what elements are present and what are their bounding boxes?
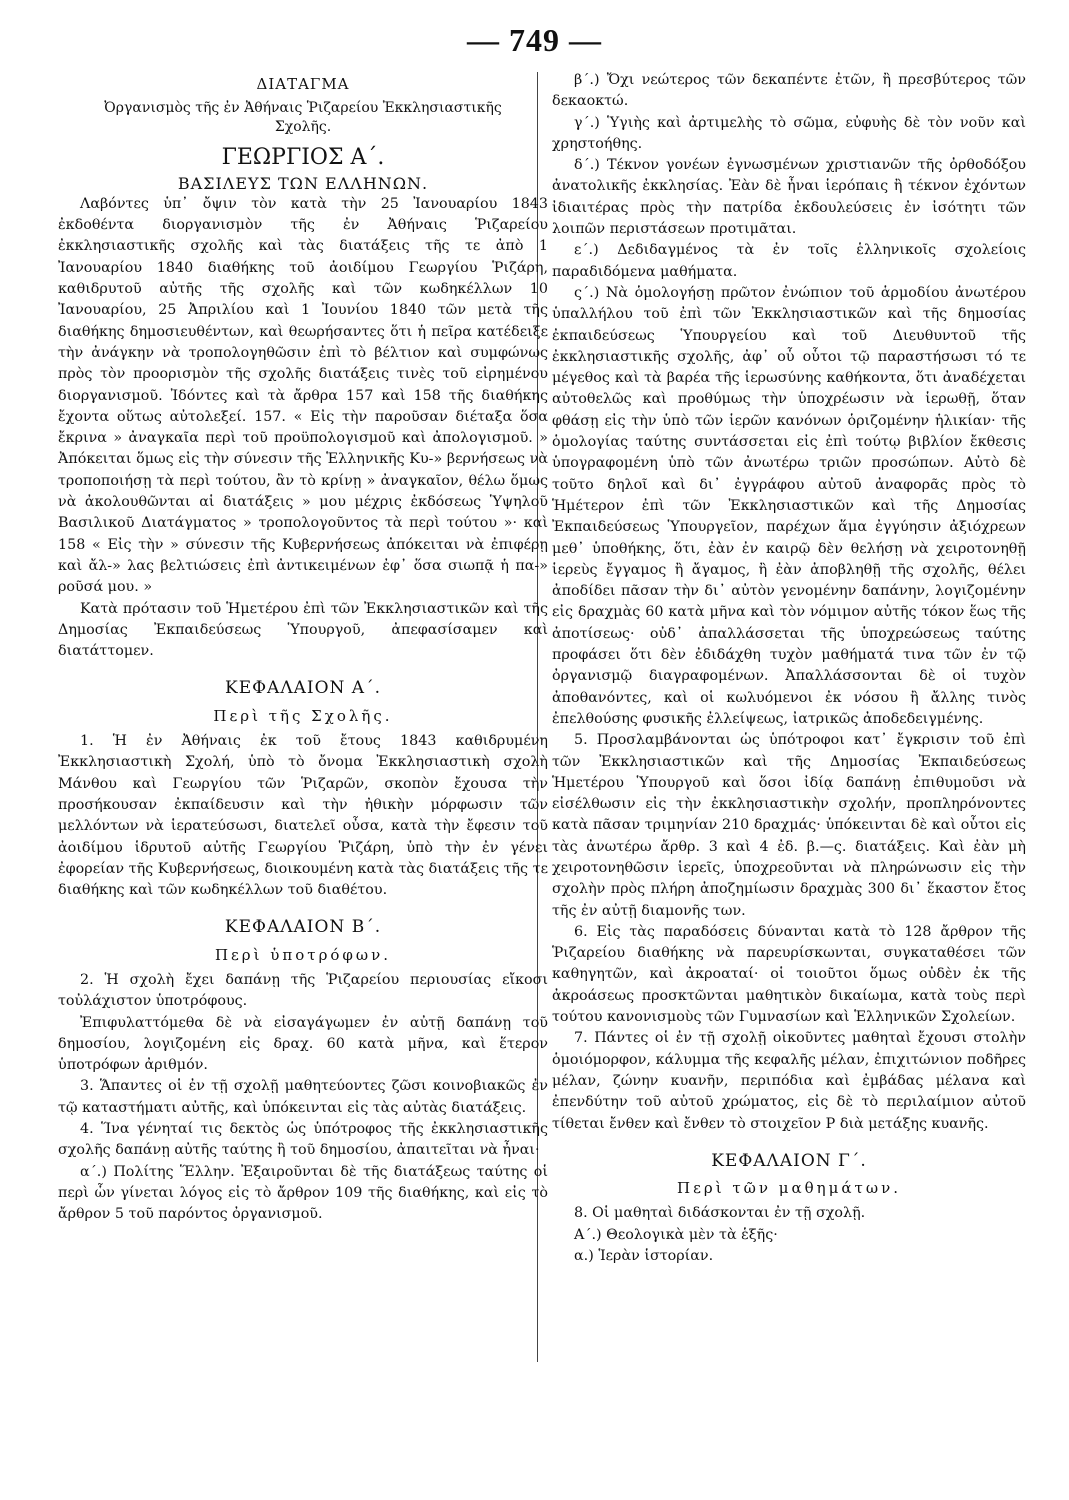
decree-title: ΔΙΑΤΑΓΜΑ: [256, 75, 350, 93]
article-4-item-d: δ΄.) Τέκνον γονέων ἐγνωσμένων χριστιανῶν τῆς ὀρθοδόξου ἀνατολικῆς ἐκκλησίας. Ἐὰν δὲ ἦναι ἱερόπαις ἢ τέκνον ἐχόντων ἰδιαιτέρας πρὸς τὴν πατρίδα ἐκδουλεύσεις ἐν ἰσότητι τῶν λοιπῶν περιστάσεων προτιμᾶται.: [552, 157, 1026, 238]
chapter-c-subheading: Περὶ τῶν μαθημάτων.: [677, 1179, 901, 1198]
chapter-b-subheading: Περὶ ὑποτρόφων.: [214, 945, 392, 964]
article-7: 7. Πάντες οἱ ἐν τῇ σχολῇ οἰκοῦντες μαθηταὶ ἔχουσι στολὴν ὁμοιόμορφον, κάλυμμα τῆς κεφαλῆς μέλαν, ἐπιχιτώνιον ποδῆρες μέλαν, ζώνην κυανῆν, περιπόδια καὶ ἐμβάδας μέλανα καὶ ἐπενδύτην τοῦ αὐτοῦ χρώματος, εἰς δὲ τὸ περιλαίμιον αὐτοῦ τίθεται ἔνθεν καὶ ἔνθεν τὸ στοιχεῖον Ρ διὰ μετάξης κυανῆς.: [552, 1030, 1026, 1132]
article-5: 5. Προσλαμβάνονται ὡς ὑπότροφοι κατ᾽ ἔγκρισιν τοῦ ἐπὶ τῶν Ἐκκλησιαστικῶν καὶ τῆς Δημοσίας Ἐκπαιδεύσεως Ἡμετέρου Ὑπουργοῦ καὶ ὅσοι ἰδίᾳ δαπάνῃ ἐπιθυμοῦσι νὰ εἰσέλθωσιν εἰς τὴν ἐκκλησιαστικὴν σχολήν, προπληρόνοντες κατὰ πᾶσαν τριμηνίαν 210 δραχμάς· ὑπόκεινται δὲ καὶ οὗτοι εἰς τὰς ἀνωτέρω ἄρθρ. 3 καὶ 4 ἐδ. β.—ς. διατάξεις. Καὶ ἐὰν μὴ χειροτονηθῶσιν ἱερεῖς, ὑποχρεοῦνται νὰ πληρώνωσιν εἰς τὴν σχολὴν πρὸς πλήρη ἀποζημίωσιν δραχμὰς 300 δι᾽ ἕκαστον ἔτος τῆς ἐν αὐτῇ διαμονῆς των.: [552, 732, 1026, 919]
article-2: 2. Ἡ σχολὴ ἔχει δαπάνῃ τῆς Ῥιζαρείου περιουσίας εἴκοσι τοὐλάχιστον ὑποτρόφους.: [58, 971, 548, 1010]
page-number: — 749 —: [467, 22, 602, 58]
preamble-paragraph: Λαβόντες ὑπ᾽ ὄψιν τὸν κατὰ τὴν 25 Ἰανουαρίου 1843 ἐκδοθέντα διοργανισμὸν τῆς ἐν Ἀθήναις Ῥιζαρείου ἐκκλησιαστικῆς σχολῆς καὶ τὰς διατάξεις τῆς τε ἀπὸ 1 Ἰανουαρίου 1840 διαθήκης τοῦ ἀοιδίμου Γεωργίου Ῥιζάρη, καθιδρυτοῦ αὐτῆς τῆς σχολῆς καὶ τῶν κωδηκέλλων 10 Ἰανουαρίου, 25 Ἀπριλίου καὶ 1 Ἰουνίου 1840 τῶν μετὰ τῆς διαθήκης δημοσιευθέντων, καὶ θεωρήσαντες ὅτι ἡ πεῖρα κατέδειξε τὴν ἀνάγκην νὰ τροπολογηθῶσιν ἐπὶ τὸ βέλτιον καὶ συμφώνως πρὸς τὸν προορισμὸν τῆς σχολῆς διατάξεις τινὲς τοῦ εἰρημένου διοργανισμοῦ. Ἰδόντες καὶ τὰ ἄρθρα 157 καὶ 158 τῆς διαθήκης ἔχοντα οὕτως αὐτολεξεί. 157. « Εἰς τὴν παροῦσαν διέταξα ὅσα ἔκρινα » ἀναγκαῖα περὶ τοῦ προϋπολογισμοῦ καὶ ἀπολογισμοῦ. » Ἀπόκειται ὅμως εἰς τὴν σύνεσιν τῆς Ἑλληνικῆς Κυ-» βερνήσεως νὰ τροποποιήσῃ τὰ περὶ τούτου, ἂν τὸ κρίνῃ » ἀναγκαῖον, θέλω ὅμως νὰ ἀκολουθῶνται αἱ διατάξεις » μου μέχρις ἐκδόσεως Ὑψηλοῦ Βασιλικοῦ Διατάγματος » τροπολογοῦντος τὰ περὶ τούτου »· καὶ 158 « Εἰς τὴν » σύνεσιν τῆς Κυβερνήσεως ἀπόκειται νὰ ἐπιφέρῃ καὶ ἄλ-» λας βελτιώσεις ἐπὶ ἀντικειμένων ἐφ᾽ ὅσα σιωπᾷ ἡ πα-» ροῦσά μου. »: [58, 195, 548, 596]
article-8-item-a: α.) Ἱερὰν ἱστορίαν.: [574, 1248, 714, 1265]
left-column: [58, 70, 548, 1226]
chapter-a-subheading: Περὶ τῆς Σχολῆς.: [213, 706, 393, 725]
article-4-item-b: β΄.) Ὄχι νεώτερος τῶν δεκαπέντε ἐτῶν, ἢ πρεσβύτερος τῶν δεκαοκτώ.: [552, 72, 1026, 110]
article-1: 1. Ἡ ἐν Ἀθήναις ἐκ τοῦ ἔτους 1843 καθιδρυμένη Ἐκκλησιαστικὴ Σχολή, ὑπὸ τὸ ὄνομα Ἐκκλησιαστικὴ σχολὴ Μάνθου καὶ Γεωργίου τῶν Ῥιζαρῶν, σκοπὸν ἔχουσα τὴν προσήκουσαν ἐκπαίδευσιν καὶ τὴν ἠθικὴν μόρφωσιν τῶν μελλόντων νὰ ἱερατεύσωσι, διατελεῖ οὖσα, κατὰ τὴν ἔφεσιν τοῦ ἀοιδίμου ἱδρυτοῦ αὐτῆς Γεωργίου Ῥιζάρη, ὑπὸ τὴν ἐν γένει ἐφορείαν τῆς Κυβερνήσεως, διοικουμένη κατὰ τὰς διατάξεις τῆς τε διαθήκης καὶ τῶν κωδηκέλλων τοῦ διαθέτου.: [58, 733, 548, 899]
article-8-item-A: Α΄.) Θεολογικὰ μὲν τὰ ἑξῆς·: [574, 1226, 778, 1243]
article-8: 8. Οἱ μαθηταὶ διδάσκονται ἐν τῇ σχολῇ.: [574, 1205, 866, 1222]
article-4: 4. Ἵνα γένηταί τις δεκτὸς ὡς ὑπότροφος τῆς ἐκκλησιαστικῆς σχολῆς δαπάνῃ αὐτῆς ταύτης ἢ τοῦ δημοσίου, ἀπαιτεῖται νὰ ἦναι·: [58, 1121, 548, 1159]
article-6: 6. Εἰς τὰς παραδόσεις δύνανται κατὰ τὸ 128 ἄρθρον τῆς Ῥιζαρείου διαθήκης νὰ παρευρίσκωνται, συγκαταθέσει τῶν καθηγητῶν, καὶ ἀκροαταί· οἱ τοιοῦτοι ὅμως οὐδὲν ἐκ τῆς ἀκροάσεως προσκτῶνται μαθητικὸν δικαίωμα, κατὰ τοὺς περὶ τούτου κανονισμοὺς τῶν Γυμνασίων καὶ Ἑλληνικῶν Σχολείων.: [552, 923, 1026, 1026]
king-name: ΓΕΩΡΓΙΟΣ Α΄.: [221, 145, 385, 171]
decree-paragraph: Κατὰ πρότασιν τοῦ Ἡμετέρου ἐπὶ τῶν Ἐκκλησιαστικῶν καὶ τῆς Δημοσίας Ἐκπαιδεύσεως Ὑπουργοῦ, ἀπεφασίσαμεν καὶ διατάττομεν.: [58, 600, 548, 660]
article-3: 3. Ἅπαντες οἱ ἐν τῇ σχολῇ μαθητεύοντες ζῶσι κοινοβιακῶς ἐν τῷ καταστήματι αὐτῆς, καὶ ὑπόκεινται εἰς τὰς αὐτὰς διατάξεις.: [58, 1078, 548, 1116]
article-2-continued: Ἐπιφυλαττόμεθα δὲ νὰ εἰσαγάγωμεν ἐν αὐτῇ δαπάνῃ τοῦ δημοσίου, λογιζομένη εἰς δραχ. 60 κατὰ μῆνα, καὶ ἕτερον ὑποτρόφων ἀριθμόν.: [58, 1014, 548, 1074]
chapter-a-heading: ΚΕΦΑΛΑΙΟΝ Α΄.: [225, 678, 381, 699]
right-column: [552, 70, 1026, 1267]
article-4-item-e: ε΄.) Δεδιδαγμένος τὰ ἐν τοῖς ἑλληνικοῖς σχολείοις παραδιδόμενα μαθήματα.: [552, 242, 1026, 280]
article-4-item-st: ς΄.) Νὰ ὁμολογήσῃ πρῶτον ἐνώπιον τοῦ ἁρμοδίου ἀνωτέρου ὑπαλλήλου τοῦ ἐπὶ τῶν Ἐκκλησιαστικῶν καὶ τῆς δημοσίας ἐκπαιδεύσεως Ὑπουργείου καὶ τοῦ Διευθυντοῦ τῆς ἐκκλησιαστικῆς σχολῆς, ἀφ᾽ οὗ οὗτοι τῷ παραστήσωσι τό τε μέγεθος καὶ τὰ βαρέα τῆς ἱερωσύνης καθήκοντα, ὅτι ἀναδέχεται αὐτοθελῶς καὶ προθύμως τὴν ὑποχρέωσιν νὰ ἱερωθῇ, ὅταν φθάσῃ εἰς τὴν ὑπὸ τῶν ἱερῶν κανόνων ὁριζομένην ἡλικίαν· τῆς ὁμολογίας ταύτης συντάσσεται εἰς ἐπὶ τούτῳ βιβλίον ἔκθεσις ὑπογραφομένη ὑπὸ τῶν ἀνωτέρω τριῶν προσώπων. Αὐτὸ δὲ τοῦτο δηλοῖ καὶ δι᾽ ἐγγράφου αὐτοῦ ἀναφορᾶς πρὸς τὸ Ἡμέτερον ἐπὶ τῶν Ἐκκλησιαστικῶν καὶ τῆς Δημοσίας Ἐκπαιδεύσεως Ὑπουργεῖον, παρέχων ἅμα ἐγγύησιν ἀξιόχρεων μεθ᾽ ὑποθήκης, ὅτι, ἐὰν ἐν καιρῷ δὲν θελήσῃ νὰ χειροτονηθῇ ἱερεὺς ἔγγαμος ἢ ἄγαμος, ἢ ἐὰν ἀποβληθῇ τῆς σχολῆς, θέλει ἀποδίδει πᾶσαν τὴν δι᾽ αὐτὸν γενομένην δαπάνην, λογιζομένην εἰς δραχμὰς 60 κατὰ μῆνα καὶ τὸν νόμιμον αὐτῆς τόκον ἕως τῆς ἀποτίσεως· οὐδ᾽ ἀπαλλάσσεται τῆς ὑποχρεώσεως ταύτης προφάσει ὅτι δὲν ἐδιδάχθη τυχὸν μαθήματά τινα τῶν ἐν τῷ ὀργανισμῷ διαγραφομένων. Ἀπαλλάσσονται δὲ οἱ τυχὸν ἀποθανόντες, καὶ οἱ κωλυόμενοι ἐκ νόσου ἢ ἄλλης τινὸς ἐπελθούσης φυσικῆς ἐλλείψεως, ἰατρικῶς ἀποδεδειγμένης.: [552, 284, 1026, 727]
chapter-b-heading: ΚΕΦΑΛΑΙΟΝ Β΄.: [224, 917, 382, 938]
chapter-c-heading: ΚΕΦΑΛΑΙΟΝ Γ΄.: [711, 1150, 867, 1171]
article-4-item-g: γ΄.) Ὑγιὴς καὶ ἀρτιμελὴς τὸ σῶμα, εὐφυὴς δὲ τὸν νοῦν καὶ χρηστοήθης.: [552, 114, 1026, 152]
article-4-item-a: α΄.) Πολίτης Ἕλλην. Ἐξαιροῦνται δὲ τῆς διατάξεως ταύτης οἱ περὶ ὧν γίνεται λόγος εἰς τὸ ἄρθρον 109 τῆς διαθήκης, καὶ εἰς τὸ ἄρθρον 5 τοῦ παρόντος ὀργανισμοῦ.: [58, 1163, 548, 1223]
king-title: ΒΑΣΙΛΕΥΣ ΤΩΝ ΕΛΛΗΝΩΝ.: [177, 173, 429, 193]
decree-subtitle: Ὀργανισμὸς τῆς ἐν Ἀθήναις Ῥιζαρείου Ἐκκλησιαστικῆς Σχολῆς.: [104, 100, 502, 136]
